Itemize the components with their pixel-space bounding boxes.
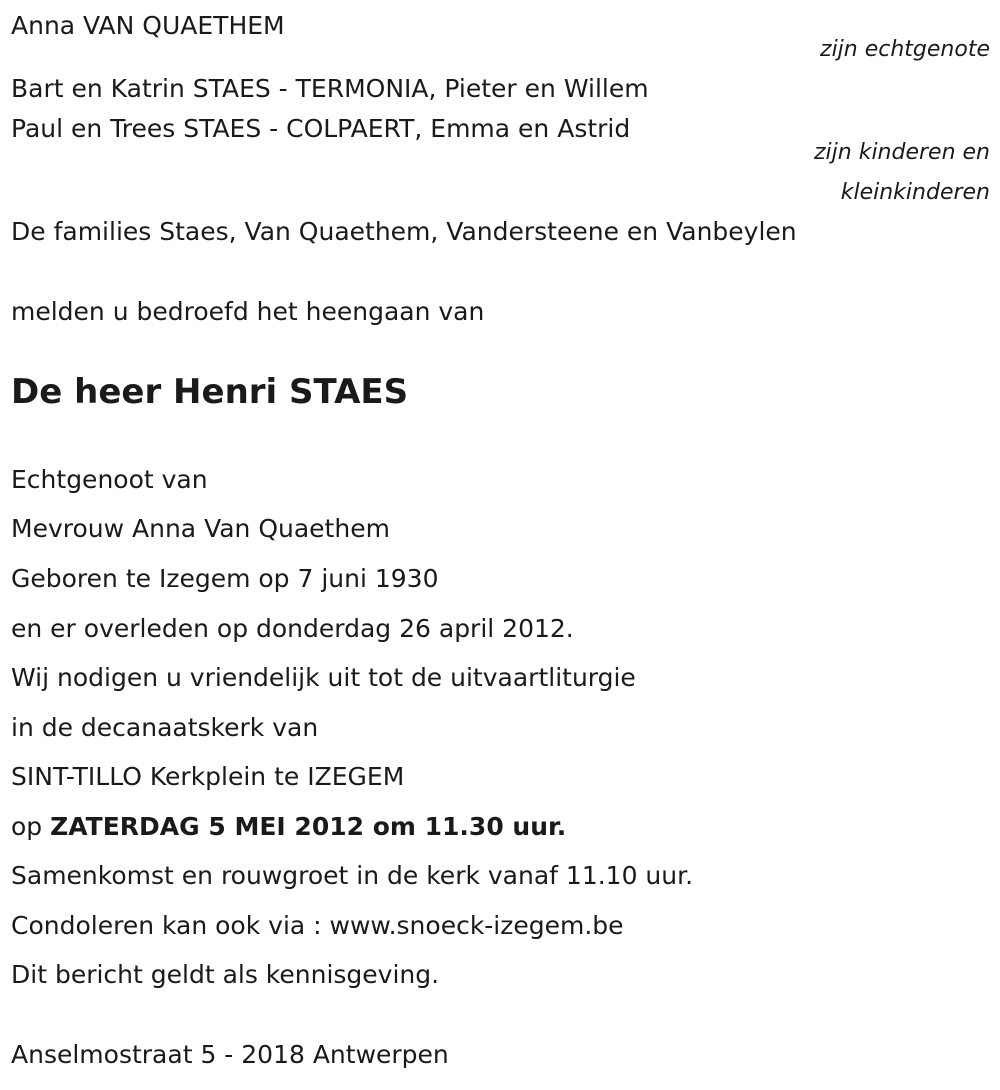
mourner-child-1: Bart en Katrin STAES - TERMONIA, Pieter en Willem	[11, 74, 649, 103]
spouse-of-line: Echtgenoot van	[11, 465, 208, 494]
notice-line: Dit bericht geldt als kennisgeving.	[11, 960, 440, 989]
children-role-line1: zijn kinderen en	[814, 140, 990, 165]
date-prefix: op	[11, 812, 43, 841]
spouse-name: Anna VAN QUAETHEM	[11, 11, 285, 40]
families-line: De families Staes, Van Quaethem, Vandersteene en Vanbeylen	[11, 217, 797, 246]
mourner-child-2: Paul en Trees STAES - COLPAERT, Emma en Astrid	[11, 114, 631, 143]
gathering-line: Samenkomst en rouwgroet in de kerk vanaf 11.10 uur.	[11, 861, 694, 890]
service-date: ZATERDAG 5 MEI 2012 om 11.30 uur.	[50, 812, 567, 841]
address-line: Anselmostraat 5 - 2018 Antwerpen	[11, 1040, 449, 1069]
service-date-line	[11, 812, 566, 842]
spouse-full-line: Mevrouw Anna Van Quaethem	[11, 514, 390, 543]
children-role-line2: kleinkinderen	[840, 180, 990, 205]
condolences-line: Condoleren kan ook via : www.snoeck-izegem.be	[11, 911, 624, 940]
church-line: SINT-TILLO Kerkplein te IZEGEM	[11, 762, 405, 791]
spouse-role: zijn echtgenote	[820, 37, 990, 62]
death-line: en er overleden op donderdag 26 april 2012.	[11, 614, 574, 643]
deceased-name: De heer Henri STAES	[11, 372, 409, 412]
birth-line: Geboren te Izegem op 7 juni 1930	[11, 564, 439, 593]
announcement-line: melden u bedroefd het heengaan van	[11, 297, 485, 326]
church-intro-line: in de decanaatskerk van	[11, 713, 319, 742]
invitation-line: Wij nodigen u vriendelijk uit tot de uitvaartliturgie	[11, 663, 636, 692]
